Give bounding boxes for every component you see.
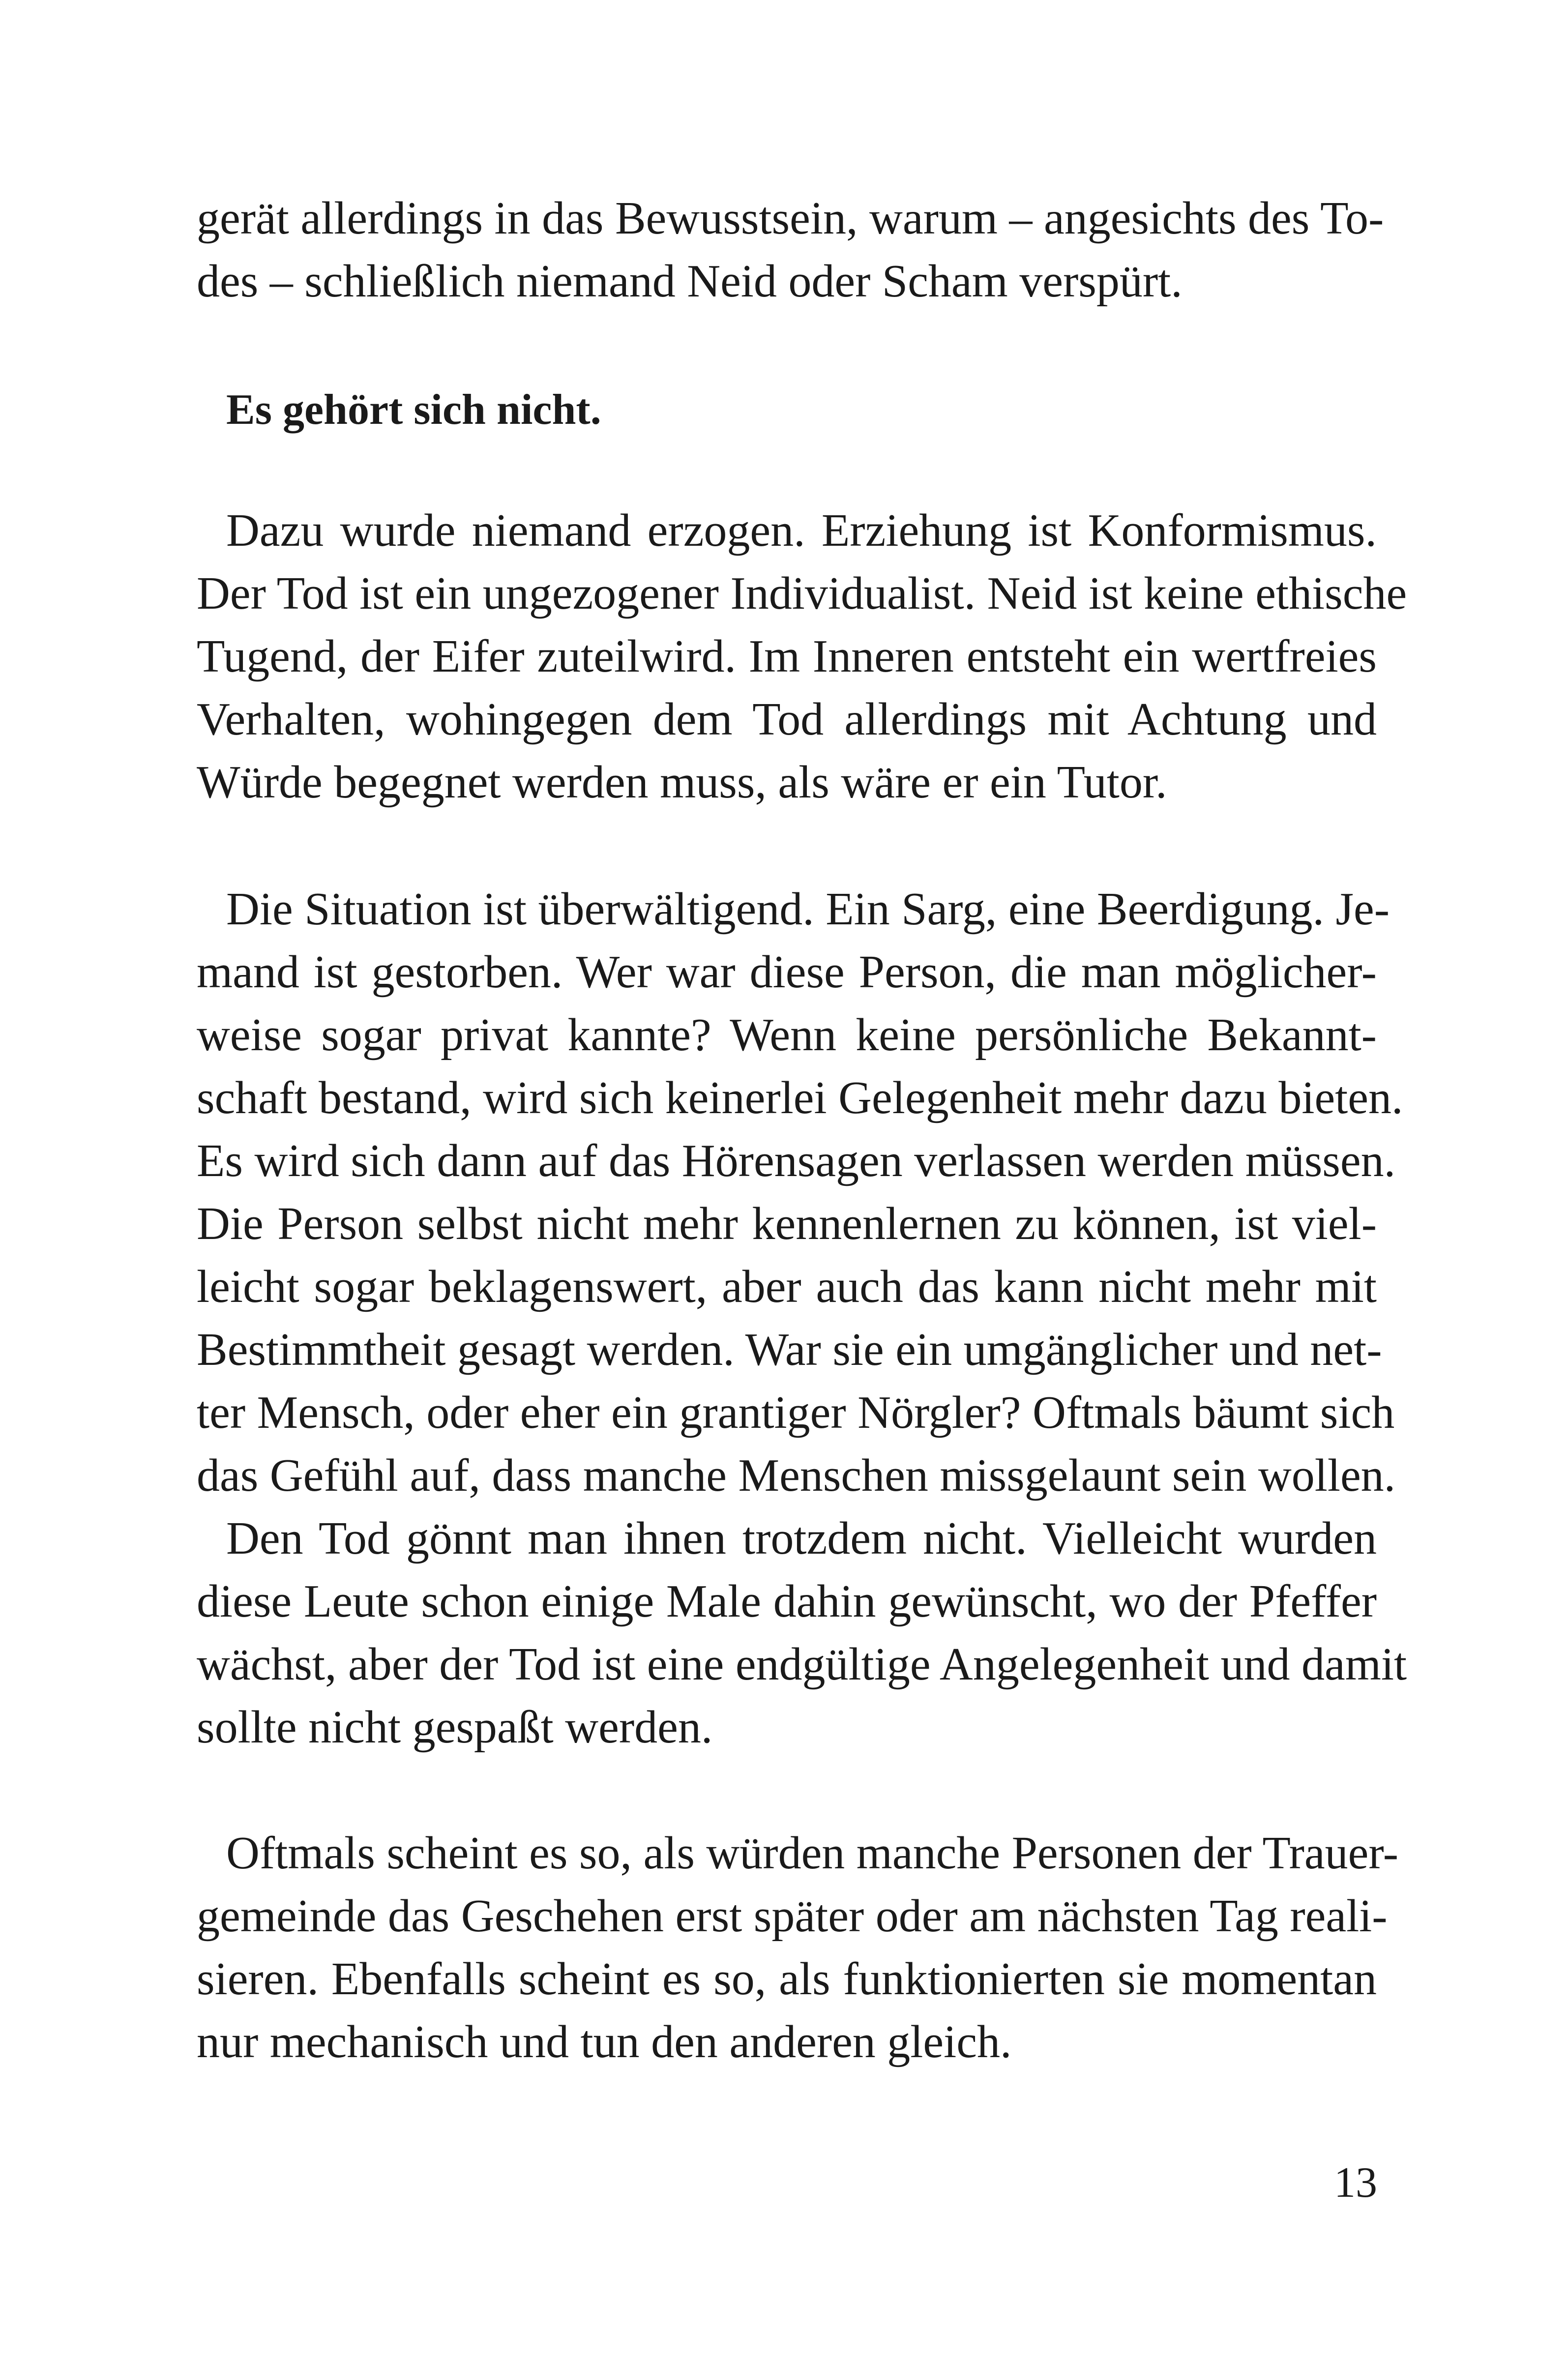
paragraph-4 bbox=[197, 1822, 1399, 2073]
text-line: Verhalten, wohingegen dem Tod allerdings mit Achtung und bbox=[197, 694, 1377, 745]
text-line: nur mechanisch und tun den anderen gleich. bbox=[197, 2016, 1012, 2067]
text-line: gerät allerdings in das Bewusstsein, warum – angesichts des To- bbox=[197, 193, 1384, 244]
text-line: Der Tod ist ein ungezogener Individualist. Neid ist keine ethische bbox=[197, 568, 1407, 619]
text-line: ter Mensch, oder eher ein grantiger Nörgler? Oftmals bäumt sich bbox=[197, 1387, 1395, 1438]
text-line: des – schließlich niemand Neid oder Scham verspürt. bbox=[197, 256, 1183, 307]
text-line: Die Situation ist überwältigend. Ein Sarg, eine Beerdigung. Je- bbox=[226, 884, 1390, 935]
text-line: Bestimmtheit gesagt werden. War sie ein umgänglicher und net- bbox=[197, 1324, 1382, 1375]
paragraph-3 bbox=[197, 1507, 1407, 1759]
text-line: sollte nicht gespaßt werden. bbox=[197, 1702, 713, 1753]
text-line: diese Leute schon einige Male dahin gewünscht, wo der Pfeffer bbox=[197, 1576, 1377, 1627]
text-line: schaft bestand, wird sich keinerlei Gelegenheit mehr dazu bieten. bbox=[197, 1072, 1403, 1123]
text-line: weise sogar privat kannte? Wenn keine persönliche Bekannt- bbox=[197, 1009, 1377, 1061]
text-line: Tugend, der Eifer zuteilwird. Im Inneren entsteht ein wertfreies bbox=[197, 631, 1377, 682]
text-line: leicht sogar beklagenswert, aber auch das kann nicht mehr mit bbox=[197, 1261, 1377, 1312]
text-line: wächst, aber der Tod ist eine endgültige Angelegenheit und damit bbox=[197, 1639, 1407, 1690]
text-line: Oftmals scheint es so, als würden manche Personen der Trauer- bbox=[226, 1828, 1399, 1879]
paragraph-1 bbox=[197, 499, 1407, 814]
text-line: Dazu wurde niemand erzogen. Erziehung ist Konformismus. bbox=[226, 505, 1377, 556]
text-line: mand ist gestorben. Wer war diese Person, die man möglicher- bbox=[197, 946, 1377, 998]
opening-paragraph bbox=[197, 187, 1384, 313]
text-line: gemeinde das Geschehen erst später oder am nächsten Tag reali- bbox=[197, 1890, 1388, 1942]
text-line: sieren. Ebenfalls scheint es so, als funktionierten sie momentan bbox=[197, 1953, 1377, 2005]
page-number: 13 bbox=[1334, 2159, 1377, 2207]
section-heading: Es gehört sich nicht. bbox=[226, 386, 601, 434]
text-line: Würde begegnet werden muss, als wäre er ein Tutor. bbox=[197, 757, 1167, 808]
paragraph-2 bbox=[197, 878, 1403, 1507]
text-line: Es wird sich dann auf das Hörensagen verlassen werden müssen. bbox=[197, 1135, 1396, 1186]
text-line: Den Tod gönnt man ihnen trotzdem nicht. Vielleicht wurden bbox=[226, 1513, 1377, 1564]
text-line: Die Person selbst nicht mehr kennenlernen zu können, ist viel- bbox=[197, 1198, 1377, 1249]
text-line: das Gefühl auf, dass manche Menschen missgelaunt sein wollen. bbox=[197, 1450, 1396, 1501]
